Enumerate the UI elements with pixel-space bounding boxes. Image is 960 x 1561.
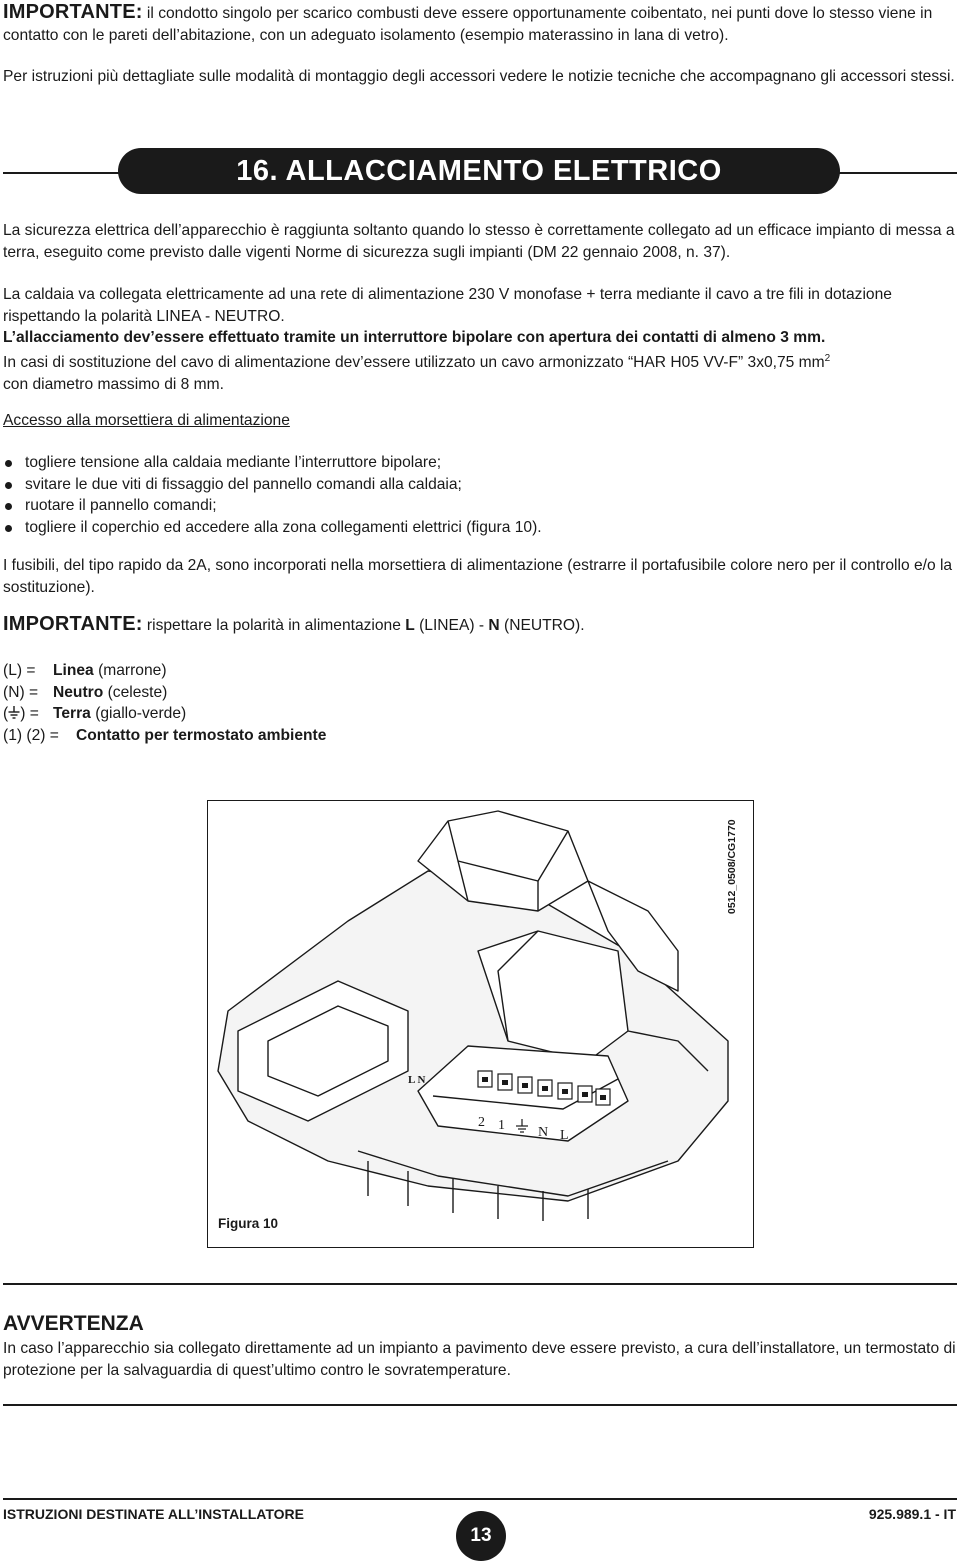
- connection-paragraph: La caldaia va collegata elettricamente ad una rete di alimentazione 230 V monofase + terra mediante il cavo a tre fili in dotazione rispettando la polarità LINEA - NEUTRO.: [3, 286, 892, 325]
- figure-code-text: 0512_0508/CG1770: [726, 819, 738, 914]
- list-item: togliere tensione alla caldaia mediante l’interruttore bipolare;: [3, 452, 957, 474]
- list-item: svitare le due viti di fissaggio del pannello comandi alla caldaia;: [3, 474, 957, 496]
- cable-text-end: con diametro massimo di 8 mm.: [3, 375, 224, 393]
- fuses-paragraph: I fusibili, del tipo rapido da 2A, sono incorporati nella morsettiera di alimentazione (estrarre il portafusibile colore nero per il controllo e/o la sostituzione).: [3, 557, 953, 596]
- bipolar-switch-paragraph: L’allacciamento dev’essere effettuato tramite un interruttore bipolare con apertura dei contatti di almeno 3 mm.: [3, 329, 826, 346]
- polarity-text: (NEUTRO).: [499, 617, 585, 634]
- figure-code: [720, 816, 742, 916]
- list-item: togliere il coperchio ed accedere alla zona collegamenti elettrici (figura 10).: [3, 517, 957, 539]
- divider-top: [3, 1283, 957, 1285]
- earth-ground-icon: [8, 706, 20, 720]
- legend-row-earth: [3, 703, 326, 725]
- legend-row-thermostat: [3, 725, 326, 747]
- legend-key: [3, 703, 53, 725]
- important-label: IMPORTANTE:: [3, 1, 143, 23]
- legend-key: (L) =: [3, 662, 36, 679]
- section-rule-right: [836, 172, 957, 174]
- figure-10-frame: [207, 800, 754, 1248]
- cable-text: In casi di sostituzione del cavo di alimentazione dev’essere utilizzato un cavo armonizzato “HAR H05 VV-F” 3x0,75 mm: [3, 354, 825, 372]
- list-item: ruotare il pannello comandi;: [3, 495, 957, 517]
- polarity-paragraph: [3, 614, 957, 637]
- legend-row-neutral: [3, 682, 326, 704]
- legend-desc: (celeste): [103, 683, 168, 701]
- intro-important-paragraph: [3, 2, 957, 46]
- safety-paragraph: La sicurezza elettrica dell’apparecchio è raggiunta soltanto quando lo stesso è correttamente collegato ad un efficace impianto di messa a terra, eseguito come previsto dalle vigenti Norme di sicurezza sugli impianti (DM 22 gennaio 2008, n. 37).: [3, 222, 955, 261]
- figure-caption: Figura 10: [218, 1216, 279, 1231]
- footer-left-text: ISTRUZIONI DESTINATE ALL’INSTALLATORE: [3, 1506, 304, 1522]
- warning-title: AVVERTENZA: [3, 1312, 144, 1335]
- cable-superscript: 2: [824, 353, 831, 364]
- section-heading-banner: [118, 148, 840, 194]
- polarity-text: (LINEA) -: [414, 617, 489, 634]
- legend-key: (N) =: [3, 683, 39, 701]
- footer-document-code: 925.989.1 - IT: [868, 1506, 956, 1522]
- page-number: 13: [456, 1511, 506, 1561]
- legend-key-rest: ) =: [20, 705, 39, 722]
- access-heading: Accesso alla morsettiera di alimentazione: [3, 412, 290, 429]
- section-rule-left: [3, 172, 123, 174]
- polarity-important-label: IMPORTANTE:: [3, 613, 143, 635]
- legend-name: Contatto per termostato ambiente: [76, 726, 327, 744]
- legend-name: Linea: [53, 662, 94, 679]
- terminal-label: N: [538, 1125, 549, 1140]
- legend-name: Neutro: [53, 683, 104, 701]
- legend-desc: (giallo-verde): [90, 705, 187, 722]
- terminal-label: 1: [498, 1118, 505, 1133]
- access-steps-list: [3, 452, 957, 538]
- legend-key: (1) (2) =: [3, 726, 59, 744]
- divider-bottom: [3, 1404, 957, 1406]
- terminal-label: L: [560, 1128, 569, 1143]
- intro-instructions-paragraph: Per istruzioni più dettagliate sulle modalità di montaggio degli accessori vedere le notizie tecniche che accompagnano gli accessori stessi.: [3, 68, 955, 85]
- footer-rule: [3, 1498, 957, 1500]
- wiring-legend: [3, 660, 326, 746]
- polarity-n: N: [488, 617, 500, 634]
- section-title: 16. ALLACCIAMENTO ELETTRICO: [236, 154, 722, 187]
- polarity-text: rispettare la polarità in alimentazione: [142, 617, 406, 634]
- polarity-l: L: [405, 617, 415, 634]
- legend-row-line: [3, 660, 326, 682]
- legend-name: Terra: [53, 705, 91, 722]
- important-text: il condotto singolo per scarico combusti deve essere opportunamente coibentato, nei punti dove lo stesso viene in contatto con le pareti dell’abitazione, con un adeguato isolamento (esempio materassino in lana di vetro).: [3, 5, 933, 44]
- control-panel-drawing: [208, 801, 752, 1246]
- warning-text: In caso l’apparecchio sia collegato direttamente ad un impianto a pavimento deve essere previsto, a cura dell’installatore, un termostato di protezione per la salvaguardia di quest’ultimo contro le sovratemperature.: [3, 1340, 956, 1379]
- terminal-label: 2: [478, 1115, 485, 1130]
- cable-paragraph: [3, 348, 957, 395]
- legend-desc: (marrone): [93, 662, 167, 679]
- legend-paren: (: [3, 705, 9, 722]
- block-label: L N: [408, 1074, 426, 1086]
